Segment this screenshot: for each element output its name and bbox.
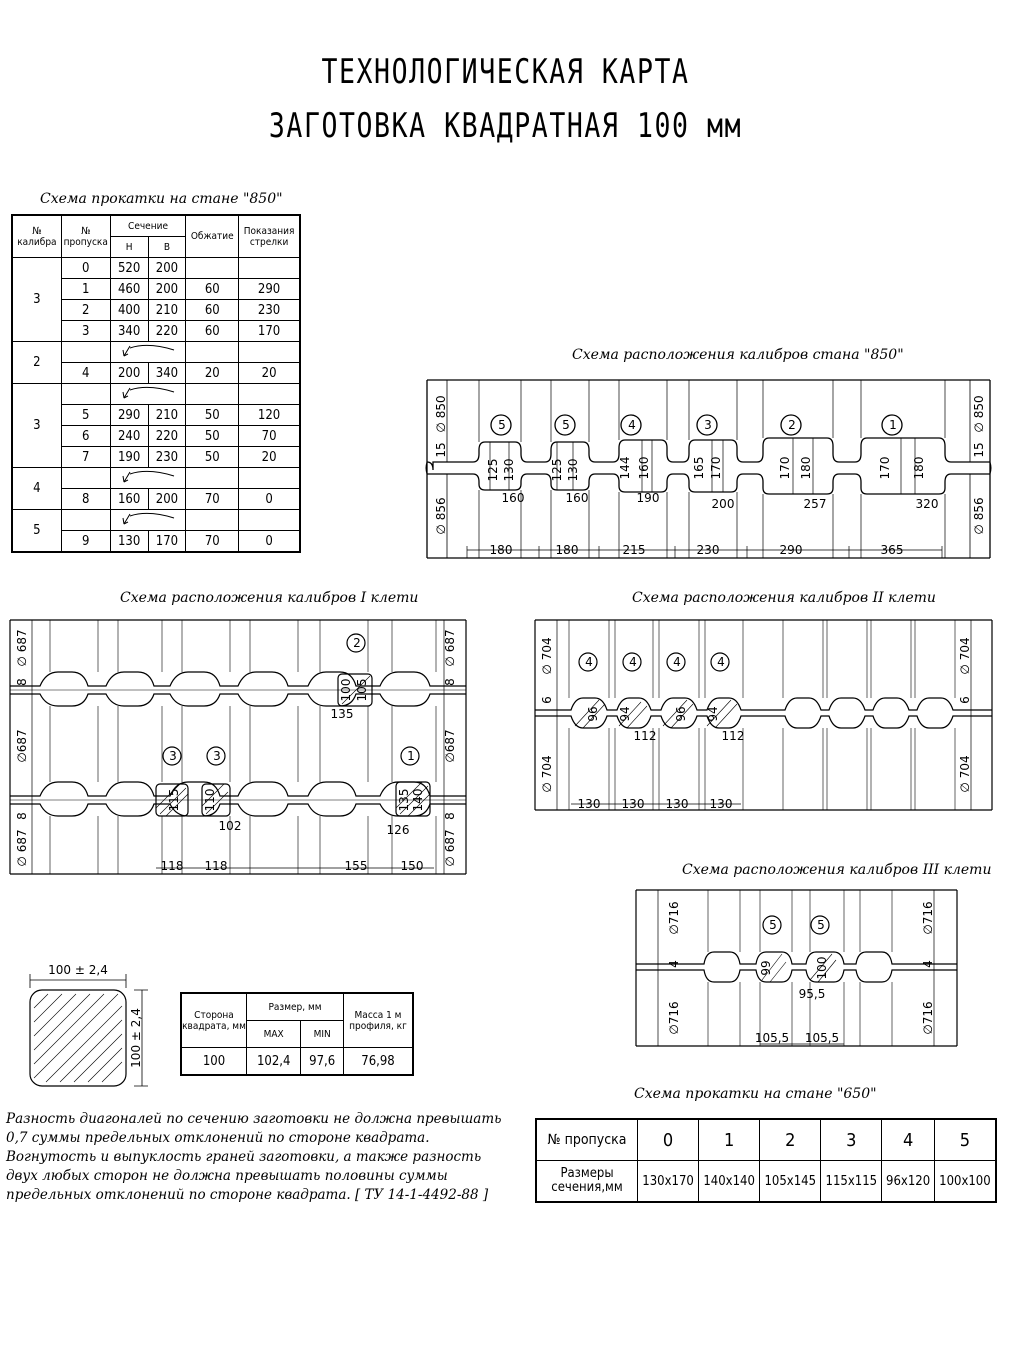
ind-cell: 70: [239, 426, 300, 447]
h-cell: 340: [110, 321, 148, 342]
th-section: Сечение: [110, 215, 186, 237]
stand3-d-top-left: ∅716: [667, 901, 681, 935]
pass-cell: 9: [61, 531, 110, 553]
stand2-diagram: [535, 618, 995, 812]
caliber-cell: 3: [12, 258, 61, 342]
turn-arrow-icon: [110, 342, 186, 363]
stand1-gap-right2: 8: [443, 812, 457, 820]
tol-mass: 76,98: [344, 1048, 414, 1076]
stan850-circle: 1: [889, 418, 897, 432]
red-cell: 20: [186, 363, 239, 384]
th-max: MAX: [247, 1021, 301, 1048]
stand2-gap-right: 6: [958, 696, 972, 704]
size-650: 105x145: [760, 1161, 821, 1203]
stan850-h1: 125: [550, 458, 564, 482]
red-cell: 70: [186, 489, 239, 510]
b-cell: 230: [148, 447, 186, 468]
stand2-caption: Схема расположения калибров II клети: [632, 590, 936, 606]
pass-cell: 4: [61, 363, 110, 384]
stand1-d-bot-left: ∅ 687: [15, 829, 29, 867]
red-cell: 50: [186, 447, 239, 468]
h-cell: 290: [110, 405, 148, 426]
tol-side: 100: [181, 1048, 247, 1076]
stand1-circle-2: 2: [353, 636, 361, 650]
pass-cell: 7: [61, 447, 110, 468]
stan850-width: 200: [711, 497, 735, 511]
stand1-step: 118: [204, 859, 228, 873]
turn-arrow-icon: [110, 510, 186, 531]
size-650: 96x120: [882, 1161, 934, 1203]
ind-cell: 230: [239, 300, 300, 321]
stand1-v105: 105: [355, 678, 369, 702]
stan850-h1: 170: [778, 456, 792, 480]
ind-cell: 0: [239, 489, 300, 510]
stand3-step: 105,5: [804, 1031, 840, 1045]
stand2-val: 94: [618, 706, 632, 722]
ind-cell: 20: [239, 363, 300, 384]
stand2-circle: 4: [585, 655, 593, 669]
stand1-v110: 110: [203, 788, 217, 812]
red-cell: 60: [186, 321, 239, 342]
ind-cell: [239, 258, 300, 279]
stand3-d-bot-left: ∅716: [667, 1001, 681, 1035]
stand2-val: 96: [586, 706, 600, 722]
stand3-d-top-right: ∅716: [921, 901, 935, 935]
stand1-d-mid-left: ∅687: [15, 729, 29, 763]
stan850-caption: Схема расположения калибров стана "850": [572, 347, 904, 363]
stan850-width: 190: [636, 491, 660, 505]
stand1-step: 118: [160, 859, 184, 873]
tolerance-table: [180, 992, 414, 1076]
tol-min: 97,6: [301, 1048, 344, 1076]
stand2-d-top-left: ∅ 704: [540, 637, 554, 675]
pass-cell: 0: [61, 258, 110, 279]
stan850-circle: 5: [562, 418, 570, 432]
stand3-circle-b: 5: [817, 918, 825, 932]
stand1-circle-1: 1: [407, 749, 415, 763]
ind-cell: 0: [239, 531, 300, 553]
stan850-circle: 5: [498, 418, 506, 432]
b-cell: 200: [148, 258, 186, 279]
stan850-h1: 170: [878, 456, 892, 480]
stand1-v100: 100: [339, 678, 353, 702]
b-cell: 210: [148, 300, 186, 321]
stand3-caption: Схема расположения калибров III клети: [682, 862, 992, 878]
h-cell: 190: [110, 447, 148, 468]
stand1-v135b: 135: [397, 788, 411, 812]
stand2-val: 96: [674, 706, 688, 722]
stand1-step: 155: [344, 859, 368, 873]
th-b: В: [148, 237, 186, 258]
stan850-step: 290: [779, 543, 803, 557]
stand2-step: 130: [621, 797, 645, 811]
note-line: двух любых сторон не должна превышать половины суммы: [6, 1168, 448, 1184]
th-min: MIN: [301, 1021, 344, 1048]
notes-block: [6, 1110, 502, 1205]
stan850-h2: 130: [502, 458, 516, 482]
stand2-v112a: 112: [633, 729, 657, 743]
right-diameter-bottom: ∅ 856: [972, 497, 986, 535]
note-line: Вогнутость и выпуклость граней заготовки, а также разность: [6, 1149, 482, 1165]
stand1-v140: 140: [411, 788, 425, 812]
h-cell: 400: [110, 300, 148, 321]
stand3-step: 105,5: [754, 1031, 790, 1045]
pass-cell: 3: [61, 321, 110, 342]
b-cell: 200: [148, 489, 186, 510]
page-title-line1: ТЕХНОЛОГИЧЕСКАЯ КАРТА: [321, 52, 690, 92]
th-pass: № пропуска: [61, 215, 110, 258]
th-pass-650: № пропуска: [536, 1119, 638, 1161]
left-diameter-bottom: ∅ 856: [434, 497, 448, 535]
caliber-cell: 3: [12, 384, 61, 468]
stand2-v112b: 112: [721, 729, 745, 743]
th-h: Н: [110, 237, 148, 258]
stan850-step: 230: [696, 543, 720, 557]
square-top-dim: 100 ± 2,4: [48, 963, 108, 977]
note-line: Разность диагоналей по сечению заготовки не должна превышать: [6, 1111, 502, 1127]
stand1-d-bot-right: ∅ 687: [443, 829, 457, 867]
note-line: 0,7 суммы предельных отклонений по стороне квадрата.: [6, 1130, 430, 1146]
stan850-step: 365: [880, 543, 904, 557]
size-650: 115x115: [821, 1161, 882, 1203]
ind-cell: 290: [239, 279, 300, 300]
pass-cell: 6: [61, 426, 110, 447]
stand1-d-mid-right: ∅687: [443, 729, 457, 763]
stan850-width: 320: [915, 497, 939, 511]
th-side: Сторона квадрата, мм: [181, 993, 247, 1048]
b-cell: 220: [148, 321, 186, 342]
ind-cell: 20: [239, 447, 300, 468]
square-side-dim: 100 ± 2,4: [129, 1008, 143, 1068]
pass-650: 0: [638, 1119, 699, 1161]
schema850-caption: Схема прокатки на стане "850": [40, 191, 283, 207]
stand1-v102: 102: [218, 819, 242, 833]
h-cell: 200: [110, 363, 148, 384]
pass-650: 1: [699, 1119, 760, 1161]
stan850-step: 180: [555, 543, 579, 557]
stand3-diagram: [636, 888, 958, 1048]
stand1-gap-left: 8: [15, 678, 29, 686]
stand3-circle-a: 5: [769, 918, 777, 932]
right-diameter-top: ∅ 850: [972, 395, 986, 433]
stan850-h2: 180: [912, 456, 926, 480]
stand2-circle: 4: [629, 655, 637, 669]
left-gap: 15: [434, 442, 448, 458]
size-650: 140x140: [699, 1161, 760, 1203]
b-cell: 220: [148, 426, 186, 447]
stand3-gap-left: 4: [667, 960, 681, 968]
stand1-gap-left2: 8: [15, 812, 29, 820]
h-cell: 240: [110, 426, 148, 447]
schema650-caption: Схема прокатки на стане "650": [634, 1086, 877, 1102]
red-cell: 50: [186, 426, 239, 447]
stan850-width: 160: [501, 491, 525, 505]
red-cell: 60: [186, 300, 239, 321]
stan850-circle: 4: [628, 418, 636, 432]
red-cell: 60: [186, 279, 239, 300]
th-size-650: Размеры сечения,мм: [536, 1161, 638, 1203]
stand1-caption: Схема расположения калибров I клети: [120, 590, 419, 606]
red-cell: [186, 258, 239, 279]
size-650: 100x100: [934, 1161, 996, 1203]
b-cell: 210: [148, 405, 186, 426]
th-size: Размер, мм: [247, 993, 344, 1021]
stand3-v100: 100: [815, 956, 829, 980]
ind-cell: 170: [239, 321, 300, 342]
b-cell: 200: [148, 279, 186, 300]
size-650: 130x170: [638, 1161, 699, 1203]
stand2-d-bot-right: ∅ 704: [958, 755, 972, 793]
caliber-cell: 2: [12, 342, 61, 384]
th-mass: Масса 1 м профиля, кг: [344, 993, 414, 1048]
stand2-circle: 4: [673, 655, 681, 669]
th-reduction: Обжатие: [186, 215, 239, 258]
stan850-step: 180: [489, 543, 513, 557]
stand1-d-top-right: ∅ 687: [443, 629, 457, 667]
stan850-width: 257: [803, 497, 827, 511]
stand2-val: 94: [706, 706, 720, 722]
stand3-v955: 95,5: [798, 987, 826, 1001]
pass-650: 3: [821, 1119, 882, 1161]
stand1-d-top-left: ∅ 687: [15, 629, 29, 667]
stan850-step: 215: [622, 543, 646, 557]
stand2-step: 130: [665, 797, 689, 811]
square-section-drawing: [22, 960, 162, 1090]
stand3-v99: 99: [759, 960, 773, 976]
stan850-h2: 180: [799, 456, 813, 480]
stand1-diagram: [10, 618, 468, 876]
stand2-step: 130: [709, 797, 733, 811]
h-cell: 130: [110, 531, 148, 553]
stan850-h2: 130: [566, 458, 580, 482]
stand1-gap-right: 8: [443, 678, 457, 686]
th-indicator: Показания стрелки: [239, 215, 300, 258]
stand1-v115: 115: [167, 788, 181, 812]
rolling-table-650: [535, 1118, 997, 1203]
stand2-gap-left: 6: [540, 696, 554, 704]
pass-650: 2: [760, 1119, 821, 1161]
tol-max: 102,4: [247, 1048, 301, 1076]
stand1-circle-3a: 3: [169, 749, 177, 763]
stand1-circle-3b: 3: [213, 749, 221, 763]
stan850-h2: 160: [637, 456, 651, 480]
stand1-v135: 135: [330, 707, 354, 721]
h-cell: 460: [110, 279, 148, 300]
stan850-diagram: [427, 378, 997, 558]
stand3-d-bot-right: ∅716: [921, 1001, 935, 1035]
stan850-circle: 3: [704, 418, 712, 432]
pass-650: 5: [934, 1119, 996, 1161]
stan850-h1: 165: [692, 456, 706, 480]
th-caliber: № калибра: [12, 215, 61, 258]
turn-arrow-icon: [110, 468, 186, 489]
stan850-h2: 170: [709, 456, 723, 480]
left-diameter-top: ∅ 850: [434, 395, 448, 433]
stand2-step: 130: [577, 797, 601, 811]
pass-650: 4: [882, 1119, 934, 1161]
pass-cell: 8: [61, 489, 110, 510]
turn-arrow-icon: [110, 384, 186, 405]
stand1-v126: 126: [386, 823, 410, 837]
note-line: предельных отклонений по стороне квадрата. [ ТУ 14-1-4492-88 ]: [6, 1187, 489, 1203]
stan850-h1: 125: [486, 458, 500, 482]
stand2-d-bot-left: ∅ 704: [540, 755, 554, 793]
stand3-gap-right: 4: [921, 960, 935, 968]
b-cell: 170: [148, 531, 186, 553]
stan850-width: 160: [565, 491, 589, 505]
pass-cell: 1: [61, 279, 110, 300]
b-cell: 340: [148, 363, 186, 384]
red-cell: 70: [186, 531, 239, 553]
rolling-table-850: [11, 214, 301, 553]
red-cell: 50: [186, 405, 239, 426]
caliber-cell: 5: [12, 510, 61, 553]
right-gap: 15: [972, 442, 986, 458]
caliber-cell: 4: [12, 468, 61, 510]
stand2-circle: 4: [717, 655, 725, 669]
ind-cell: 120: [239, 405, 300, 426]
pass-cell: 5: [61, 405, 110, 426]
page-title-line2: ЗАГОТОВКА КВАДРАТНАЯ 100 мм: [268, 106, 743, 146]
stand1-step: 150: [400, 859, 424, 873]
pass-cell: 2: [61, 300, 110, 321]
stand2-d-top-right: ∅ 704: [958, 637, 972, 675]
h-cell: 520: [110, 258, 148, 279]
stan850-circle: 2: [788, 418, 796, 432]
stan850-h1: 144: [618, 456, 632, 480]
h-cell: 160: [110, 489, 148, 510]
